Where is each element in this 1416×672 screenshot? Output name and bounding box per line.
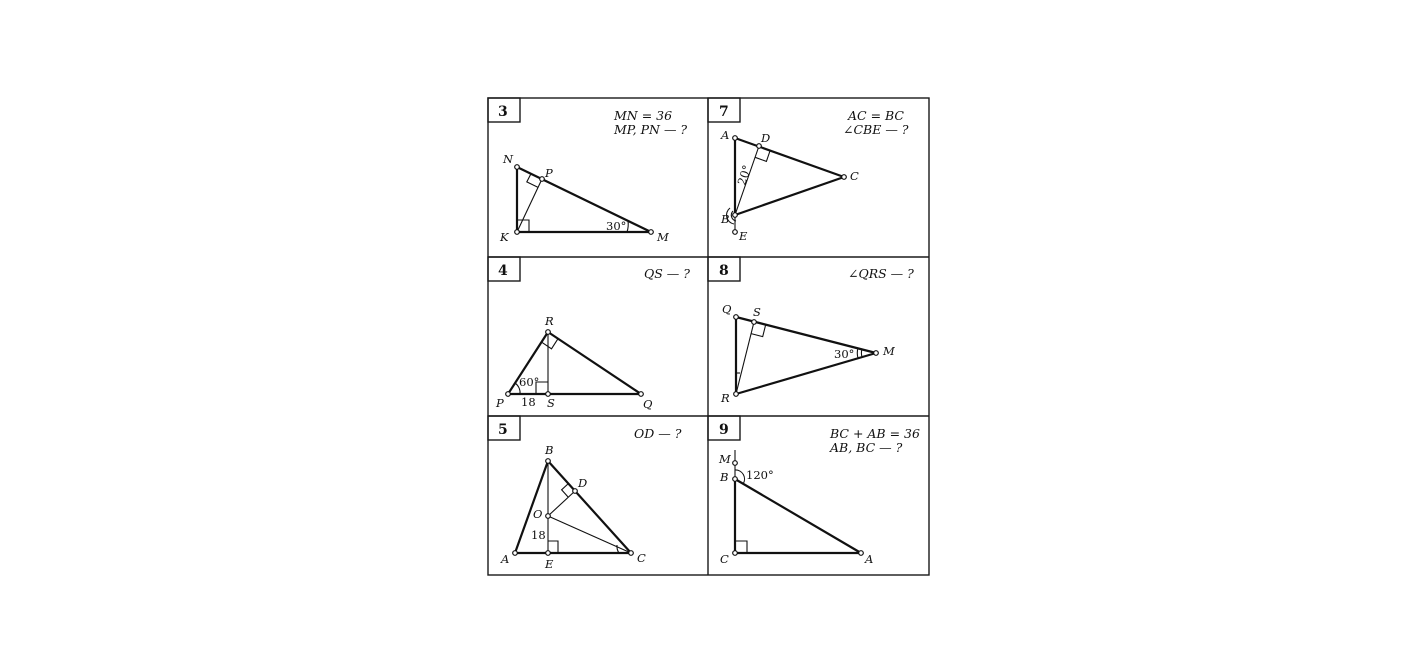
label-b: B xyxy=(720,470,729,484)
problem-8 xyxy=(708,257,914,405)
angle-value-abd: 20° xyxy=(734,163,755,187)
problem-4 xyxy=(488,257,690,411)
problem-number: 8 xyxy=(719,263,729,279)
label-m: M xyxy=(719,452,731,466)
problem-number: 3 xyxy=(498,104,508,120)
label-k: K xyxy=(500,230,509,244)
label-b: B xyxy=(721,212,730,226)
segment-od xyxy=(548,491,575,516)
triangle-abc xyxy=(735,138,844,215)
label-e: E xyxy=(739,229,748,243)
label-r: R xyxy=(721,391,730,405)
label-p: P xyxy=(545,166,553,180)
label-r: R xyxy=(545,314,554,328)
problem-number: 9 xyxy=(719,422,729,438)
side-value-ps: 18 xyxy=(521,395,536,409)
label-q: Q xyxy=(722,302,732,316)
bisector-co xyxy=(548,516,631,553)
label-a: A xyxy=(865,552,874,566)
label-c: C xyxy=(720,552,729,566)
problem-number: 7 xyxy=(719,104,729,120)
angle-arc-c xyxy=(617,545,619,553)
label-d: D xyxy=(761,131,771,145)
altitude-rs xyxy=(736,322,754,394)
angle-value-p: 60° xyxy=(519,375,540,389)
condition-line-1: AC = BC xyxy=(848,108,904,123)
angle-arc-m xyxy=(627,221,628,232)
label-q: Q xyxy=(643,397,653,411)
label-s: S xyxy=(547,396,555,410)
label-d: D xyxy=(578,476,588,490)
triangle-nkm xyxy=(517,167,651,232)
triangle-qmr xyxy=(736,317,876,394)
label-p: P xyxy=(496,396,504,410)
problem-number: 4 xyxy=(498,263,508,279)
side-value-oe: 18 xyxy=(531,528,546,542)
angle-value-b: 120° xyxy=(746,468,774,482)
label-n: N xyxy=(503,152,514,166)
label-c: C xyxy=(637,551,646,565)
label-a: A xyxy=(721,128,730,142)
problem-5 xyxy=(488,416,682,571)
problem-3 xyxy=(488,98,687,244)
label-s: S xyxy=(753,305,761,319)
label-m: M xyxy=(883,344,895,358)
angle-arc-m2 xyxy=(861,349,862,357)
condition-line-1: ∠QRS — ? xyxy=(848,266,914,281)
label-a: A xyxy=(501,552,510,566)
angle-value-m: 30° xyxy=(834,347,855,361)
angle-arc-m1 xyxy=(857,348,858,358)
label-b: B xyxy=(545,443,554,457)
label-o: O xyxy=(533,507,543,521)
angle-value-m: 30° xyxy=(606,219,627,233)
problem-7 xyxy=(708,98,909,243)
label-c: C xyxy=(850,169,859,183)
condition-line-1: QS — ? xyxy=(644,266,690,281)
condition-line-1: MN = 36 xyxy=(614,108,673,123)
condition-line-2: MP, PN — ? xyxy=(614,122,688,137)
problem-number: 5 xyxy=(498,422,508,438)
label-m: M xyxy=(657,230,669,244)
triangle-bca xyxy=(735,479,861,553)
condition-line-1: BC + AB = 36 xyxy=(830,426,920,441)
condition-line-2: AB, BC — ? xyxy=(830,440,903,455)
right-angle-mark-d xyxy=(562,484,569,498)
problem-9 xyxy=(708,416,920,566)
condition-line-1: OD — ? xyxy=(634,426,682,441)
condition-line-2: ∠CBE — ? xyxy=(843,122,909,137)
label-e: E xyxy=(545,557,554,571)
